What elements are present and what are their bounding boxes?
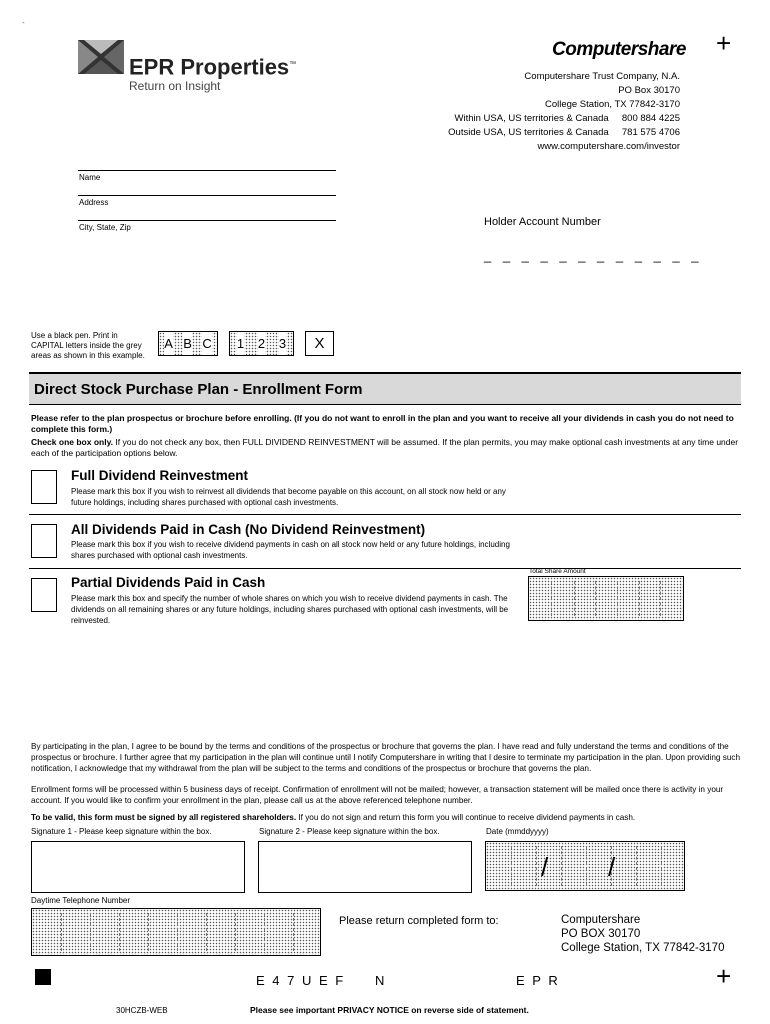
all-cash-checkbox[interactable] xyxy=(31,524,57,558)
date-input[interactable] xyxy=(485,841,685,891)
share-amount-input[interactable] xyxy=(528,576,684,621)
barcode-n: N xyxy=(375,973,385,988)
registration-square-icon xyxy=(35,969,51,985)
date-label: Date (mmddyyyy) xyxy=(486,827,549,836)
return-address: Computershare PO BOX 30170 College Station, TX 77842-3170 xyxy=(561,914,725,954)
example-instruction: Use a black pen. Print in CAPITAL letters inside the grey areas as shown in this example. xyxy=(31,331,145,360)
corner-mark: - xyxy=(22,18,25,27)
share-amount-label: Total Share Amount xyxy=(529,568,586,575)
barcode-code: E 4 7 U E F xyxy=(256,973,346,988)
holder-account-blanks: _ _ _ _ _ _ _ _ _ _ _ _ xyxy=(484,248,703,263)
terms-paragraph-2: Enrollment forms will be processed within 5 business days of receipt. Confirmation of enrollment will not be mailed; however, a transaction statement will be mailed once there is activity in your account. If you would like to confirm your enrollment in the plan, please call us at the above referenced telephone number. xyxy=(31,785,724,805)
check-one-text: Check one box only. If you do not check any box, then FULL DIVIDEND REINVESTMENT will be assumed. If the plan permits, you may make optional cash investments at any time under each of the participation options below. xyxy=(31,437,739,458)
name-line[interactable] xyxy=(78,170,336,171)
crosshair-top-icon: + xyxy=(716,28,732,58)
option-full-title: Full Dividend Reinvestment xyxy=(71,468,249,483)
date-separator: / xyxy=(541,852,549,882)
signature-2-box[interactable] xyxy=(258,841,472,893)
crosshair-bottom-icon: + xyxy=(716,961,732,991)
holder-account-label: Holder Account Number xyxy=(484,216,601,228)
city-label: City, State, Zip xyxy=(79,223,131,232)
address-line[interactable] xyxy=(78,195,336,196)
privacy-notice: Please see important PRIVACY NOTICE on reverse side of statement. xyxy=(250,1005,529,1015)
option-partial-text: Please mark this box and specify the number of whole shares on which you wish to receive dividend payments in cash. The dividends on all remaining shares or any future holdings, including shares purchased with optional cash investments, will be reinvested. xyxy=(71,594,509,625)
barcode-company: E P R xyxy=(516,973,560,988)
form-title-bar xyxy=(29,372,741,405)
full-reinvestment-checkbox[interactable] xyxy=(31,470,57,504)
option-full-text: Please mark this box if you wish to reinvest all dividends that become payable on this account, on all stock now held or any future holdings, including shares purchased with optional cash investments. xyxy=(71,487,506,507)
terms-paragraph-1: By participating in the plan, I agree to be bound by the terms and conditions of the prospectus or brochure that governs the plan. I have read and fully understand the terms and conditions of the prospectus or brochure. I further agree that my participation in the plan will continue until I notify Computershare in writing that I desire to terminate my participation in the plan. Upon providing such notification, I acknowledge that my withdrawal from the plan will be subject to the terms and conditions of the prospectus or brochure that governs the plan. xyxy=(31,742,741,773)
date-separator: / xyxy=(608,852,616,882)
epr-logo-text: EPR Properties™ xyxy=(129,54,297,80)
divider xyxy=(29,568,741,569)
phone-input[interactable] xyxy=(31,908,321,956)
option-partial-title: Partial Dividends Paid in Cash xyxy=(71,575,266,590)
option-cash-title: All Dividends Paid in Cash (No Dividend Reinvestment) xyxy=(71,522,426,537)
divider xyxy=(29,514,741,515)
epr-logo-icon xyxy=(78,40,124,74)
example-mark-box: X xyxy=(305,331,334,356)
return-label: Please return completed form to: xyxy=(339,915,499,927)
option-cash-text: Please mark this box if you wish to receive dividend payments in cash on all stock now held or any future holdings, including shares purchased with optional cash investments. xyxy=(71,540,510,560)
valid-text: To be valid, this form must be signed by all registered shareholders. If you do not sign and return this form you will continue to receive dividend payments in cash. xyxy=(31,813,636,822)
signature-1-box[interactable] xyxy=(31,841,245,893)
signature-1-label: Signature 1 - Please keep signature within the box. xyxy=(31,827,212,836)
example-letters-box: A B C xyxy=(158,331,218,356)
intro-text: Please refer to the plan prospectus or brochure before enrolling. (If you do not want to enroll in the plan and you want to receive all your dividends in cash you do not need to complete this form.) xyxy=(31,413,734,434)
phone-label: Daytime Telephone Number xyxy=(31,896,131,905)
form-title: Direct Stock Purchase Plan - Enrollment Form xyxy=(34,381,363,398)
computershare-logo: Computershare xyxy=(552,39,686,60)
partial-cash-checkbox[interactable] xyxy=(31,578,57,612)
computershare-address: Computershare Trust Company, N.A. PO Box 30170 College Station, TX 77842-3170 Within USA, US territories & Canada 800 884 4225 Outside USA, US territories & Canada 781 575 4706 www.computershare.com/investor xyxy=(448,71,680,152)
signature-2-label: Signature 2 - Please keep signature within the box. xyxy=(259,827,440,836)
name-label: Name xyxy=(79,173,101,182)
address-label: Address xyxy=(79,198,109,207)
city-line[interactable] xyxy=(78,220,336,221)
example-digits-box: 1 2 3 xyxy=(229,331,294,356)
form-id: 30HCZB-WEB xyxy=(116,1006,168,1015)
epr-tagline: Return on Insight xyxy=(129,79,221,93)
